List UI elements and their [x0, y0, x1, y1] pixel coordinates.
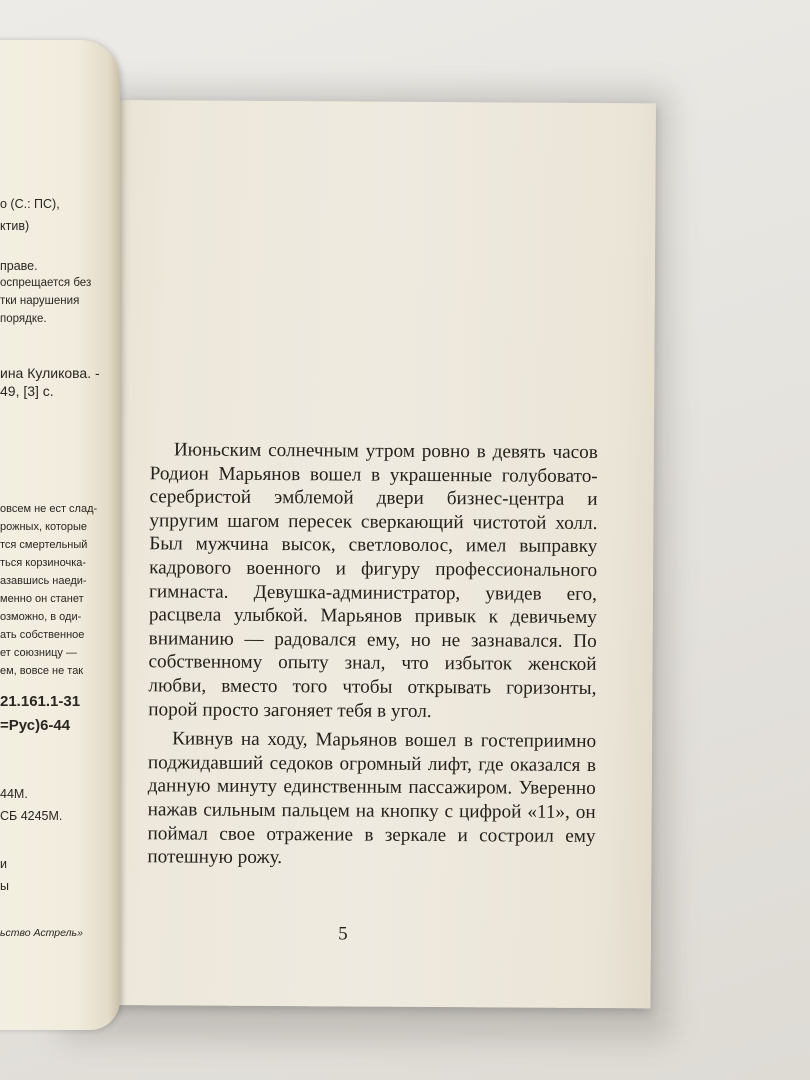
left-line: ьство Астрель» — [0, 927, 83, 939]
left-line: ем, вовсе не так — [0, 665, 84, 677]
left-line: и — [0, 857, 7, 871]
left-line: оспрещается без — [0, 277, 92, 289]
left-line: ктив) — [0, 219, 30, 233]
paragraph: Кивнув на ходу, Марьянов вошел в гостеприимно поджидавший седоков огромный лифт, где оказался в данную минуту единственным пассажиром. Уверенно нажав сильным пальцем на кнопку с цифрой «11», он поймал свое отражение в зеркале и состроил ему потешную рожу. — [147, 728, 597, 869]
left-line: ет союзницу — — [0, 647, 77, 659]
left-line: овсем не ест слад- — [0, 503, 98, 515]
left-line: ться корзиночка- — [0, 557, 87, 569]
left-line: 21.161.1-31 — [0, 693, 81, 710]
left-line: рожных, которые — [0, 521, 88, 533]
right-page — [102, 100, 656, 1008]
left-line: озможно, в оди- — [0, 611, 82, 623]
left-line: тся смертельный — [0, 539, 88, 551]
page-body-text — [147, 438, 598, 871]
left-line: менно он станет — [0, 593, 84, 605]
left-line: СБ 4245М. — [0, 809, 63, 823]
left-line: порядке. — [0, 313, 47, 325]
paragraph: Июньским солнечным утром ровно в девять часов Родион Марьянов вошел в украшенные голубовато-серебристой эмблемой двери бизнес-центра и упругим шагом пересек сверкающий чистотой холл. Был мужчина высок, светловолос, имел выправку кадрового военного и фигуру профессионального гимнаста. Девушка-администратор, увидев его, расцвела улыбкой. Марьянов привык к девичьему вниманию — радовался ему, но не зазнавался. По собственному опыту знал, что избыток женской любви, вместо того чтобы открывать горизонты, порой просто загоняет тебя в угол. — [148, 439, 598, 722]
left-line: тки нарушения — [0, 295, 80, 307]
left-line: 49, [3] с. — [0, 383, 54, 399]
left-line: ы — [0, 879, 9, 893]
left-line: =Рус)6-44 — [0, 717, 71, 734]
left-line: азавшись наеди- — [0, 575, 87, 587]
page-number: 5 — [338, 923, 348, 945]
left-line: 44М. — [0, 787, 28, 801]
left-line: о (С.: ПС), — [0, 197, 60, 211]
left-line: праве. — [0, 259, 38, 273]
left-page — [0, 40, 120, 1030]
left-line: ина Куликова. - — [0, 365, 100, 381]
left-line: ать собственное — [0, 629, 85, 641]
